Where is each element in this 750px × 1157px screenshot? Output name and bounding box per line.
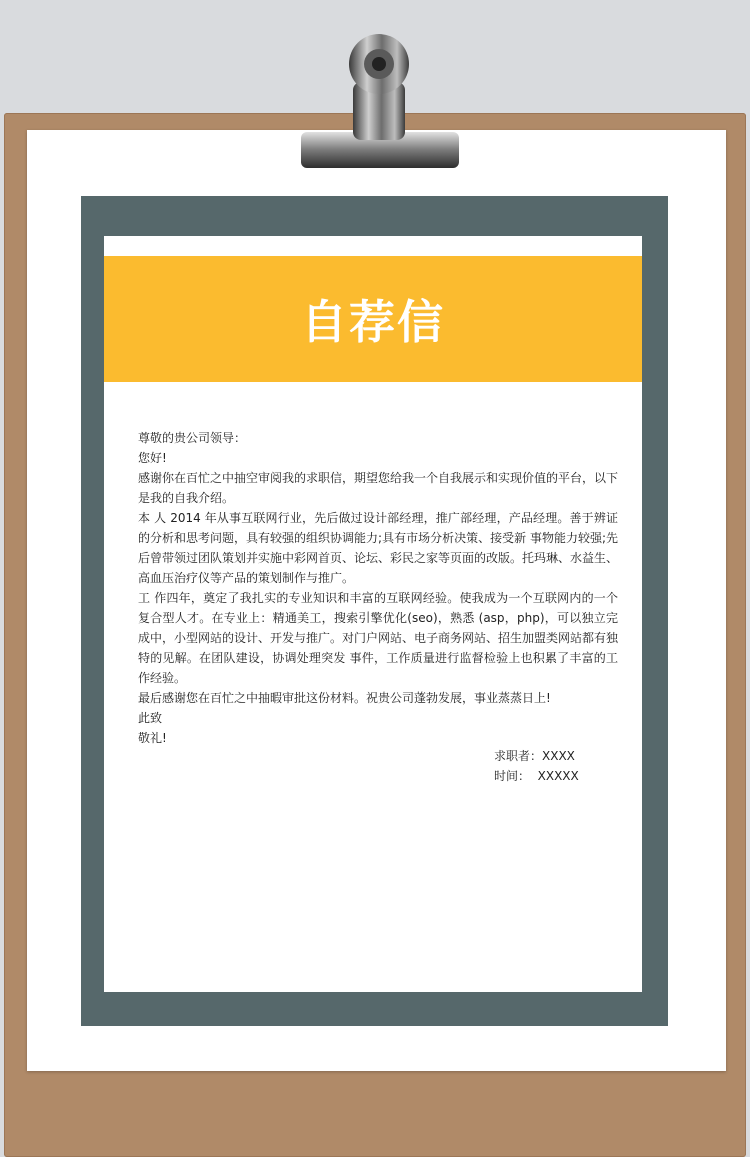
- greeting: 您好!: [138, 451, 167, 465]
- paragraph-intro: 感谢你在百忙之中抽空审阅我的求职信，期望您给我一个自我展示和实现价值的平台，以下是我的自我介绍。: [138, 471, 619, 505]
- binder-clip-icon: [296, 24, 461, 174]
- applicant-name: 求职者：XXXX: [494, 749, 575, 763]
- closing-line-1: 此致: [138, 711, 163, 725]
- title-banner: [104, 256, 642, 382]
- closing-line-2: 敬礼!: [138, 731, 167, 745]
- letter-date: 时间： XXXXX: [494, 769, 579, 783]
- page-title: 自荐信: [301, 295, 445, 349]
- salutation: 尊敬的贵公司领导：: [138, 431, 247, 445]
- signature-block: [494, 746, 579, 786]
- paragraph-skills: 工 作四年，奠定了我扎实的专业知识和丰富的互联网经验。使我成为一个互联网内的一个复合型人才。在专业上：精通美工，搜索引擎优化(seo)，熟悉 (asp，php)，可以独立完成中，小型网站的设计、开发与推广。对门户网站、电子商务网站、招生加盟类网站都有独特的见解。在团队建设，协调处理突发 事件，工作质量进行监督检验上也积累了丰富的工作经验。: [138, 591, 619, 685]
- paragraph-experience: 本 人 2014 年从事互联网行业，先后做过设计部经理，推广部经理，产品经理。善于辨证的分析和思考问题，具有较强的组织协调能力;具有市场分析决策、接受新 事物能力较强;先后曾带领过团队策划并实施中彩网首页、论坛、彩民之家等页面的改版。托玛琳、水益生、高血压治疗仪等产品的策划制作与推广。: [138, 511, 619, 585]
- paragraph-thanks: 最后感谢您在百忙之中抽暇审批这份材料。祝贵公司蓬勃发展，事业蒸蒸日上!: [138, 691, 551, 705]
- letter-body: [138, 428, 618, 748]
